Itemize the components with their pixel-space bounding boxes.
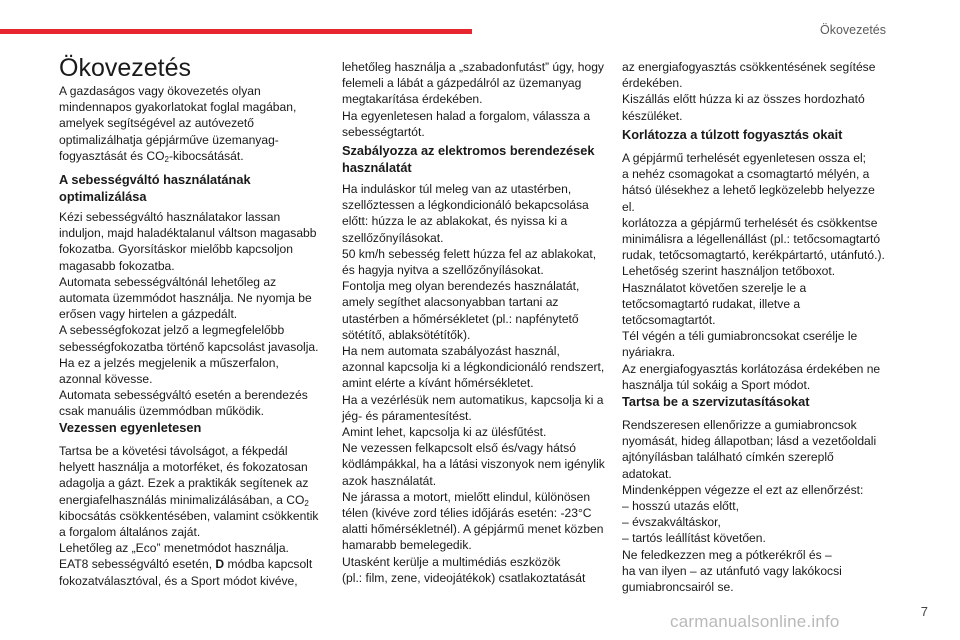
text-line: adagolja a gázt. Ezek a praktikák segítenek az (59, 476, 309, 491)
text-line: optimalizálhatja gépjárműve üzemanyag- (59, 132, 279, 147)
intro-text (59, 83, 337, 164)
text-line (59, 492, 337, 508)
text-line: sötétítő, ablaksötétítők). (342, 327, 471, 342)
heading-line: optimalizálása (59, 188, 147, 204)
text-line: csak manuális üzemmódban működik. (59, 404, 265, 419)
text-line: automata üzemmódot használja. Ne nyomja be (59, 291, 312, 306)
heading-line: használatát (342, 159, 412, 175)
body-text (59, 209, 337, 420)
text-line: rudak, tetőcsomagtartó, kerékpártartó, utánfutó.). (622, 248, 885, 263)
text-line: Ha egyenletesen halad a forgalom, válassza a (342, 108, 591, 123)
text-line: kibocsátás csökkentésében, valamint csökkentik (59, 508, 319, 523)
text-line: Ha ez a jelzés megjelenik a műszerfalon, (59, 355, 279, 370)
section-heading-steady (59, 420, 337, 437)
text-line: korlátozza a gépjármű terhelését és csökkentse (622, 215, 878, 230)
text-fragment: módba kapcsolt (224, 557, 313, 572)
text-line: Tartsa be a követési távolságot, a fékpedál (59, 444, 288, 458)
text-line: megtakarítása érdekében. (342, 92, 483, 107)
text-line: Automata sebességváltó esetén a berendezés (59, 388, 308, 403)
text-line: érdekében. (622, 76, 683, 91)
bold-text: D (215, 557, 225, 572)
text-line: tetőcsomagtartót. (622, 313, 716, 328)
text-line: készüléket. (622, 108, 683, 123)
paragraph-electrical (342, 181, 620, 586)
paragraph-gearbox (59, 209, 337, 420)
text-line: sebességtartót. (342, 124, 425, 139)
text-line: – hosszú utazás előtt, (622, 499, 739, 514)
text-line: felemeli a lábát a gázpedálról az üzemanyag (342, 76, 582, 91)
paragraph-multimedia-cont (622, 59, 900, 124)
page-title: Ökovezetés (59, 54, 192, 82)
text-line: Ha nem automata szabályozást használ, (342, 344, 560, 359)
paragraph-consumption (622, 150, 900, 393)
text-line: Tél végén a téli gumiabroncsokat cserélje le (622, 329, 858, 344)
text-line: magasabb fokozatba. (59, 258, 175, 273)
paragraph-service (622, 417, 900, 595)
text-line: Az energiafogyasztás korlátozása érdekében ne (622, 361, 881, 376)
text-line (59, 148, 337, 164)
watermark-text: carmanualsonline.info (670, 612, 840, 631)
text-line: Rendszeresen ellenőrizze a gumiabroncsok (622, 418, 857, 432)
text-line: azonnal kapcsolja ki a légkondicionáló rendszert, (342, 360, 605, 375)
section-heading: Korlátozza a túlzott fogyasztás okait (622, 127, 843, 142)
section-heading-electrical (342, 143, 620, 176)
text-line: Automata sebességváltónál lehetőleg az (59, 274, 277, 289)
text-fragment: energiafelhasználás minimalizálásában, a CO (59, 492, 305, 507)
body-text (622, 417, 900, 595)
text-line: utastérben a hőmérsékletet (pl.: napfénytető (342, 311, 579, 326)
text-line: amely segíthet alacsonyabban tartani az (342, 295, 559, 310)
text-line: Kiszállás előtt húzza ki az összes hordozható (622, 92, 865, 107)
section-heading: Vezessen egyenletesen (59, 420, 202, 435)
header-accent-bar (0, 29, 472, 34)
section-heading-gearbox (59, 172, 337, 205)
text-line: Ha induláskor túl meleg van az utastérben, (342, 182, 572, 196)
text-fragment: EAT8 sebességváltó esetén, (59, 557, 216, 572)
section-heading (59, 172, 337, 205)
text-line: helyett használja a motorféket, és fokozatosan (59, 460, 308, 475)
text-line: lehetőleg használja a „szabadonfutást” úgy, hogy (342, 60, 604, 74)
section-heading (342, 143, 620, 176)
text-line: A gépjármű terhelését egyenletesen ossza el; (622, 151, 867, 165)
text-line: hamarabb bemelegedik. (342, 538, 472, 553)
text-line: gumiabroncsairól se. (622, 580, 734, 595)
text-line: A sebességfokozat jelző a legmegfelelőbb (59, 323, 285, 338)
text-fragment: fogyasztását és CO (59, 148, 165, 163)
body-text (622, 150, 900, 393)
section-heading: Tartsa be a szervizutasításokat (622, 394, 810, 409)
intro-paragraph (59, 83, 337, 164)
text-line: Kézi sebességváltó használatakor lassan (59, 210, 281, 224)
text-line (59, 556, 337, 572)
text-line: – tartós leállítást követően. (622, 531, 766, 546)
text-line: A gazdaságos vagy ökovezetés olyan (59, 84, 261, 98)
paragraph-freewheel (342, 59, 620, 140)
section-heading-service (622, 394, 900, 411)
subscript: 2 (164, 154, 169, 164)
text-line: szellőztessen a légkondicionáló bekapcsolása (342, 198, 589, 213)
text-line: alatti hőmérsékletnél). A gépjármű menet közben (342, 522, 604, 537)
text-line: amint elérte a kívánt hőmérsékletet. (342, 376, 534, 391)
heading-line: Szabályozza az elektromos berendezések (342, 143, 595, 158)
subscript: 2 (304, 498, 309, 508)
text-line: 50 km/h sebesség felett húzza fel az ablakokat, (342, 246, 597, 261)
text-line: erősen vagy hirtelen a gázpedált. (59, 307, 238, 322)
text-line: azok használatát. (342, 473, 437, 488)
text-line: nyáriakra. (622, 345, 676, 360)
text-line: (pl.: film, zene, videojátékok) csatlakoztatását (342, 570, 586, 585)
text-line: Fontolja meg olyan berendezés használatát, (342, 279, 580, 294)
text-line: Használatot követően szerelje le a (622, 280, 807, 295)
text-line: sebességfokozatba történő kapcsolást javasolja. (59, 339, 319, 354)
text-line: és hagyja nyitva a szellőzőnyílásokat. (342, 263, 544, 278)
text-line: nyomását, hideg állapotban; lásd a vezetőoldali (622, 434, 877, 449)
text-line: használja túl sokáig a Sport módot. (622, 377, 811, 392)
text-line: Lehetőleg az „Eco” menetmódot használja. (59, 541, 289, 556)
paragraph-steady (59, 443, 337, 589)
text-fragment: -kibocsátását. (168, 148, 244, 163)
text-line: fokozatba. Gyorsításkor mielőbb kapcsoljon (59, 242, 293, 257)
text-line: Utasként kerülje a multimédiás eszközök (342, 554, 561, 569)
text-line: fokozatválasztóval, és a Sport módot kivéve, (59, 573, 298, 588)
body-text (342, 181, 620, 586)
text-line: ha van ilyen – az utánfutó vagy lakókocsi (622, 563, 842, 578)
text-line: Mindenképpen végezze el ezt az ellenőrzést: (622, 482, 864, 497)
text-line: hátsó ülésekhez a lehető legközelebb helyezze (622, 183, 875, 198)
text-line: Lehetőség szerint használjon tetőboxot. (622, 264, 836, 279)
text-line: – évszakváltáskor, (622, 515, 721, 530)
running-header: Ökovezetés (819, 23, 886, 37)
text-line: a forgalom általános zaját. (59, 525, 201, 540)
text-line: induljon, majd haladéktalanul váltson magasabb (59, 226, 317, 241)
body-text (342, 59, 620, 140)
text-line: azonnal kövesse. (59, 372, 153, 387)
text-line: az energiafogyasztás csökkentésének segítése (622, 60, 876, 74)
text-line: mindennapos gyakorlatokat foglal magában, (59, 100, 297, 115)
page-number: 7 (920, 604, 928, 619)
text-line: Ne járassa a motort, mielőtt elindul, különösen (342, 489, 591, 504)
text-line: jég- és páramentesítést. (342, 408, 472, 423)
heading-line: A sebességváltó használatának (59, 172, 251, 187)
text-line: télen (kivéve zord télies időjárás esetén: -23°C (342, 506, 592, 521)
text-line: szellőzőnyílásokat. (342, 230, 444, 245)
text-line: Ne feledkezzen meg a pótkerékről és – (622, 547, 832, 562)
text-line: tetőcsomagtartó rudakat, illetve a (622, 296, 801, 311)
text-line: Ha a vezérlésük nem automatikus, kapcsolja ki a (342, 392, 604, 407)
body-text (59, 443, 337, 589)
section-heading-consumption (622, 127, 900, 144)
text-line: Ne vezessen felkapcsolt első és/vagy hátsó (342, 441, 576, 456)
text-line: adatokat. (622, 466, 672, 481)
text-line: előtt: húzza le az ablakokat, és nyissa ki a (342, 214, 568, 229)
text-line: Amint lehet, kapcsolja ki az ülésfűtést. (342, 425, 547, 440)
text-line: amelyek segítségével az autóvezető (59, 116, 254, 131)
text-line: ködlámpákkal, ha a látási viszonyok nem igénylik (342, 457, 605, 472)
text-line: el. (622, 199, 635, 214)
text-line: minimálisra a légellenállást (pl.: tetőcsomagtartó (622, 232, 881, 247)
body-text (622, 59, 900, 124)
text-line: a nehéz csomagokat a csomagtartó mélyén, a (622, 167, 870, 182)
text-line: ajtónyílásban található címkén szereplő (622, 450, 834, 465)
